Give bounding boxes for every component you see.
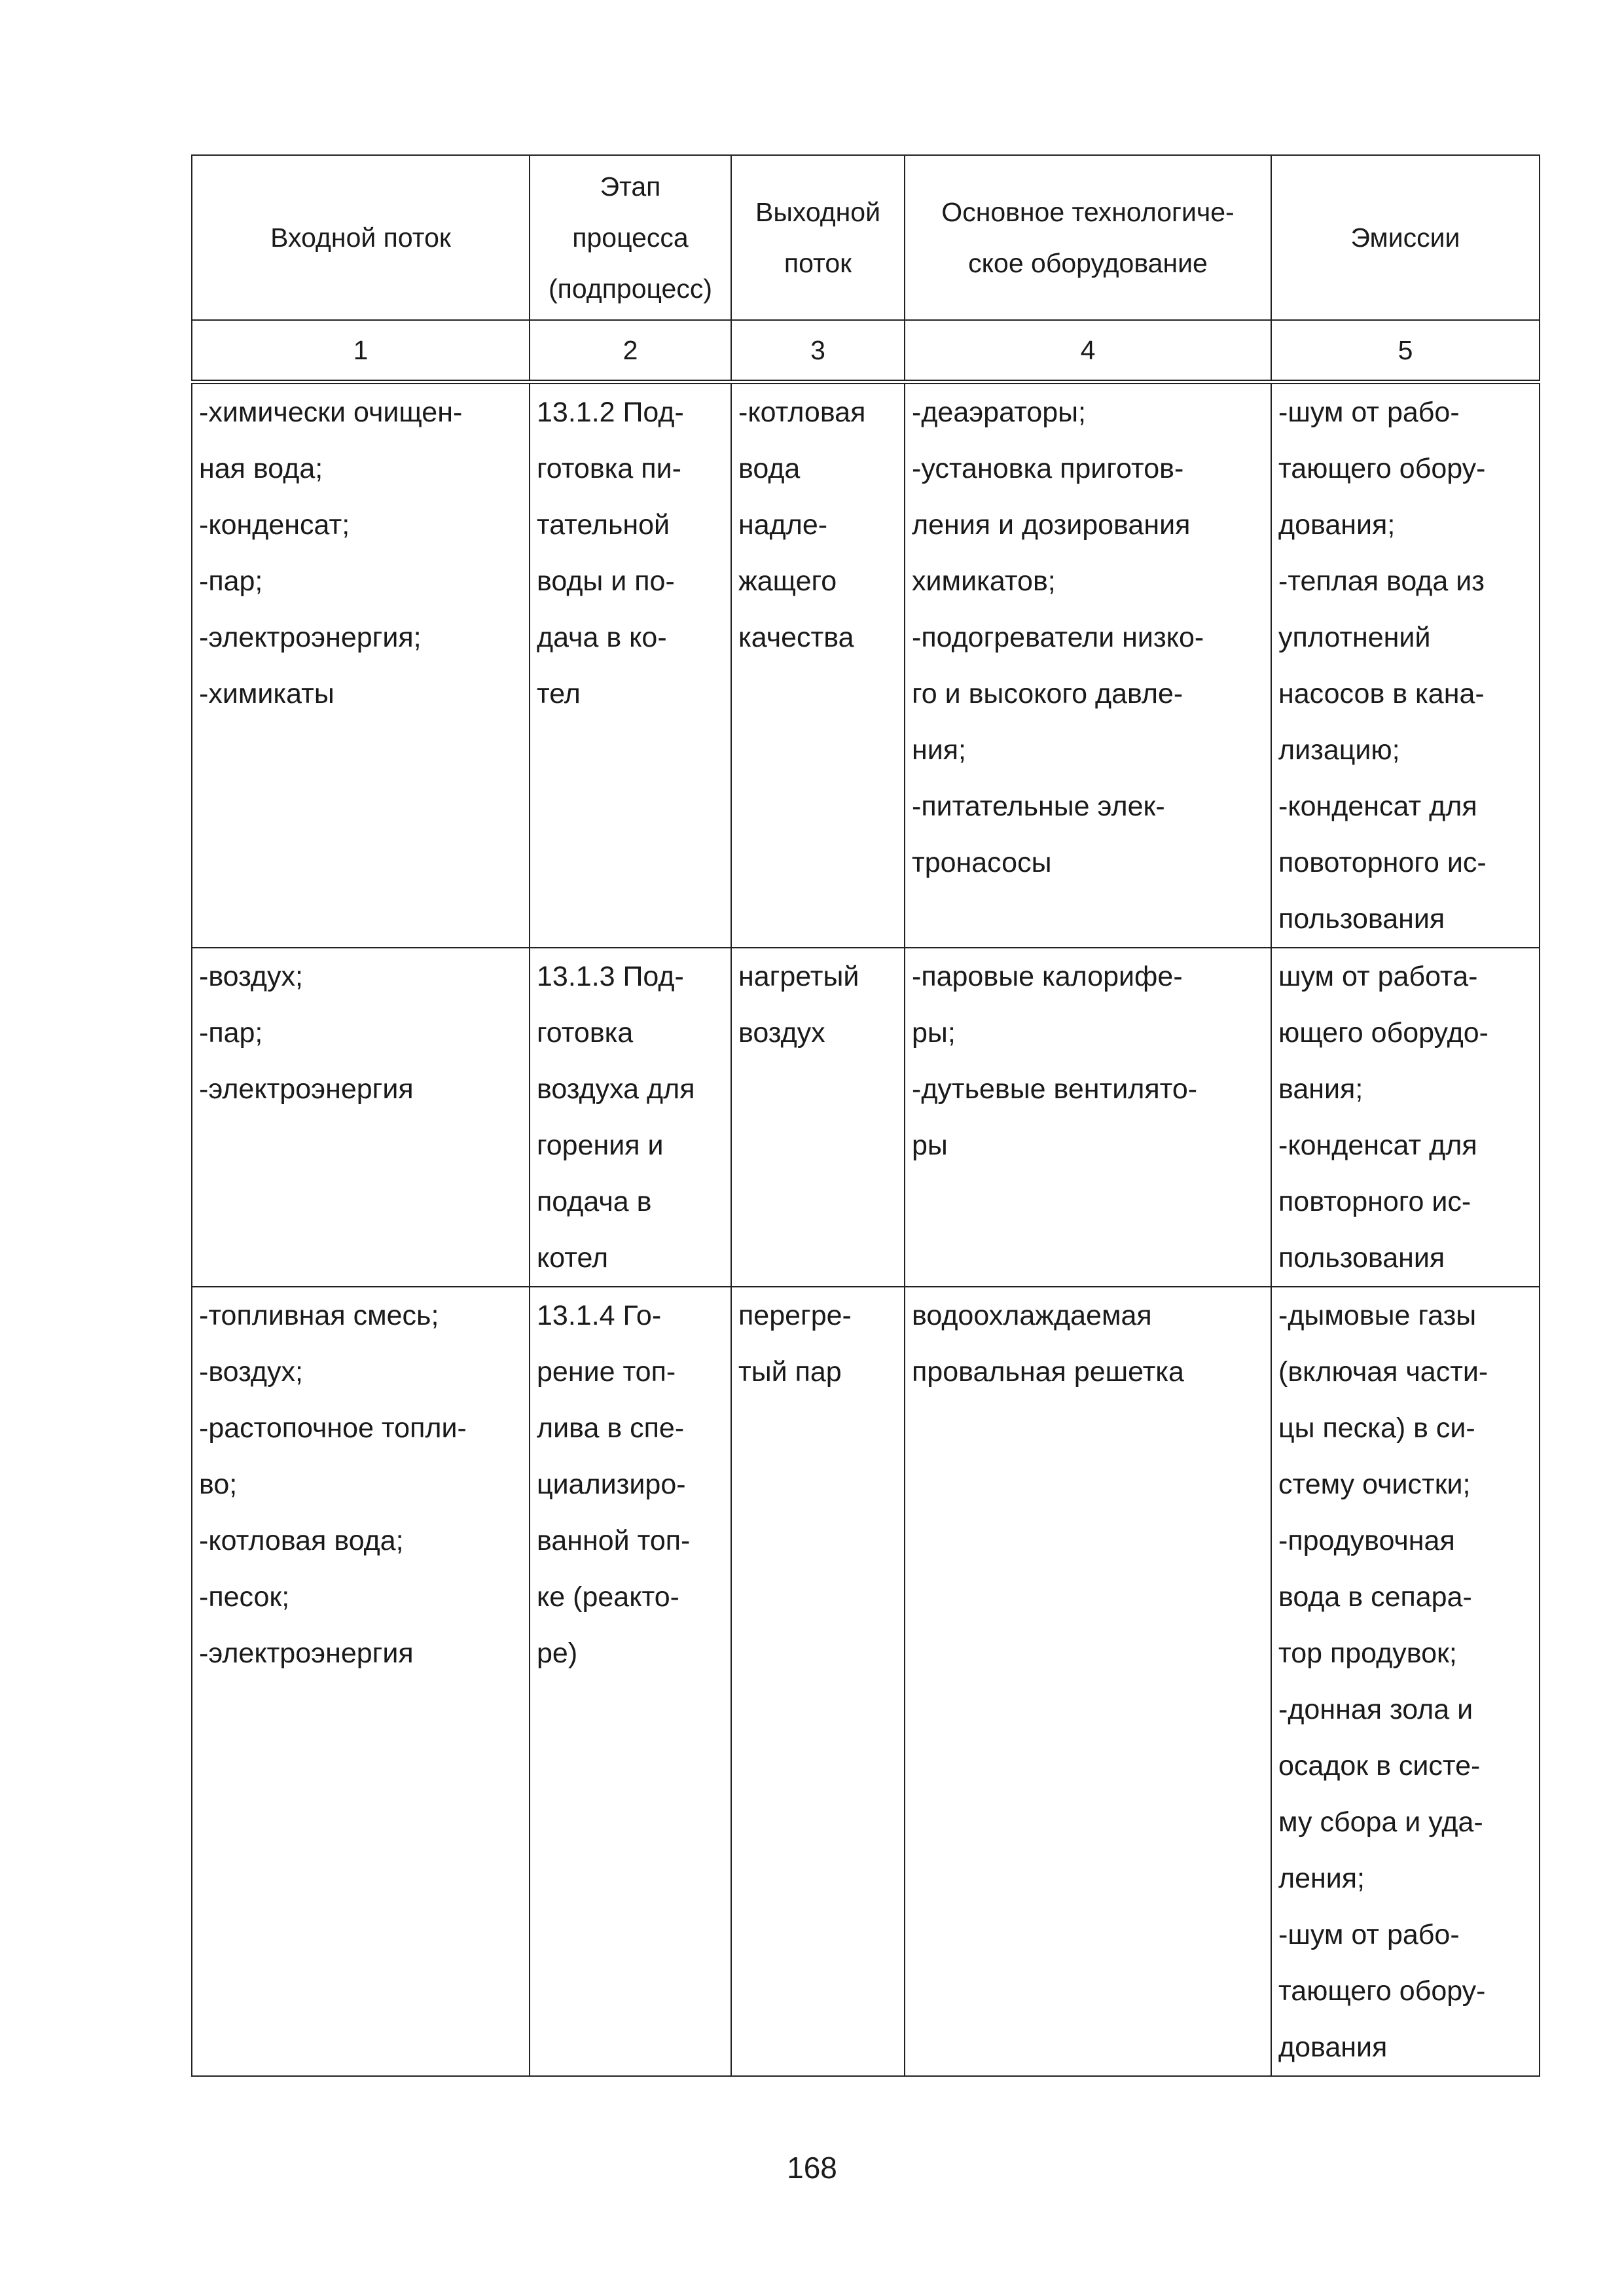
- header-input-flow: Входной поток: [192, 155, 530, 320]
- cell-input: -топливная смесь; -воздух; -растопочное топли- во; -котловая вода; -песок; -электроэнергия: [192, 1287, 530, 2076]
- column-number-row: [192, 320, 1540, 382]
- cell-emissions: шум от работа- ющего оборудо- вания; -конденсат для повторного ис- пользования: [1271, 948, 1540, 1287]
- cell-equipment: -паровые калорифе- ры; -дутьевые вентилято- ры: [905, 948, 1271, 1287]
- table-row: [192, 1287, 1540, 2076]
- page-number: 168: [787, 2151, 837, 2185]
- column-number: 2: [530, 320, 731, 382]
- cell-output: нагретый воздух: [731, 948, 905, 1287]
- header-emissions: Эмиссии: [1271, 155, 1540, 320]
- column-number: 5: [1271, 320, 1540, 382]
- header-equipment: Основное технологиче- ское оборудование: [905, 155, 1271, 320]
- table-row: [192, 948, 1540, 1287]
- cell-output: -котловая вода надле- жащего качества: [731, 382, 905, 948]
- process-table: [191, 154, 1540, 2077]
- cell-input: -воздух; -пар; -электроэнергия: [192, 948, 530, 1287]
- table-header-row: [192, 155, 1540, 320]
- cell-equipment: -деаэраторы; -установка приготов- ления и дозирования химикатов; -подогреватели низко- го и высокого давле- ния; -питательные элек- тронасосы: [905, 382, 1271, 948]
- table-row: [192, 382, 1540, 948]
- cell-equipment: водоохлаждаемая провальная решетка: [905, 1287, 1271, 2076]
- cell-output: перегре- тый пар: [731, 1287, 905, 2076]
- header-process-stage: Этап процесса (подпроцесс): [530, 155, 731, 320]
- column-number: 3: [731, 320, 905, 382]
- column-number: 1: [192, 320, 530, 382]
- header-output-flow: Выходной поток: [731, 155, 905, 320]
- cell-emissions: -шум от рабо- тающего обору- дования; -теплая вода из уплотнений насосов в кана- лизацию; -конденсат для повоторного ис- пользования: [1271, 382, 1540, 948]
- cell-emissions: -дымовые газы (включая части- цы песка) в си- стему очистки; -продувочная вода в сепара- тор продувок; -донная зола и осадок в систе- му сбора и уда- ления; -шум от рабо- тающего обору- дования: [1271, 1287, 1540, 2076]
- cell-stage: 13.1.2 Под- готовка пи- тательной воды и по- дача в ко- тел: [530, 382, 731, 948]
- cell-stage: 13.1.4 Го- рение топ- лива в спе- циализиро- ванной топ- ке (реакто- ре): [530, 1287, 731, 2076]
- cell-stage: 13.1.3 Под- готовка воздуха для горения и подача в котел: [530, 948, 731, 1287]
- column-number: 4: [905, 320, 1271, 382]
- cell-input: -химически очищен- ная вода; -конденсат; -пар; -электроэнергия; -химикаты: [192, 382, 530, 948]
